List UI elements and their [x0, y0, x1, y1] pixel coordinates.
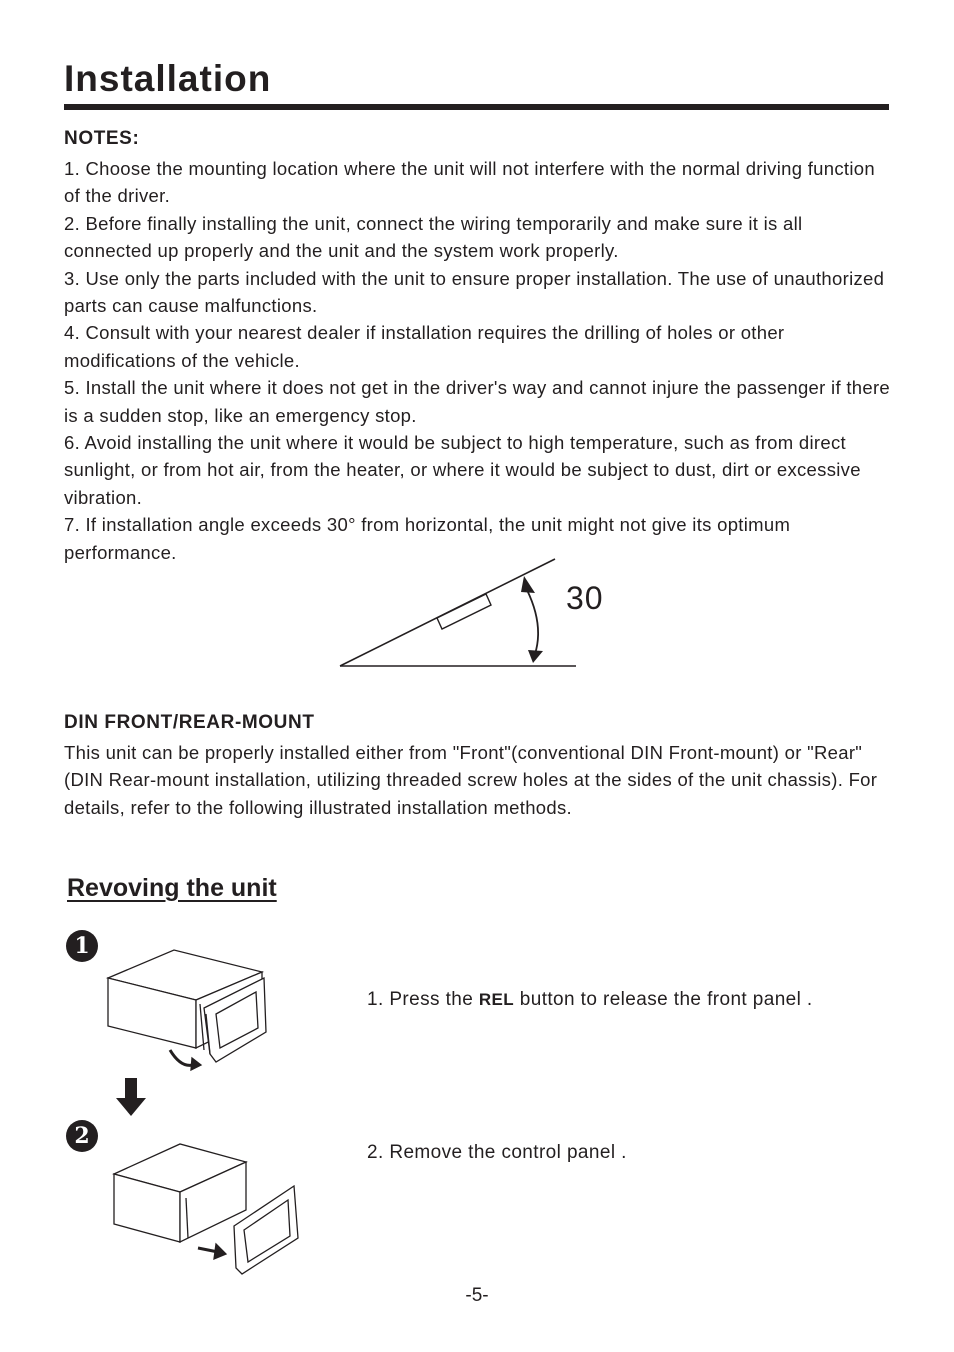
- page-number: -5-: [465, 1285, 489, 1306]
- din-text: This unit can be properly installed either from "Front"(conventional DIN Front-mount) or "Rear"(DIN Rear-mount installation, utilizing threaded screw holes at the sides of the unit chassis). For details, refer to the following illustrated installation methods.: [64, 742, 878, 818]
- din-heading: DIN FRONT/REAR-MOUNT: [64, 712, 315, 733]
- removal-arrow-head-icon: [214, 1244, 226, 1259]
- page-title: Installation: [64, 58, 272, 99]
- note-item: 2. Before finally installing the unit, connect the wiring temporarily and make sure it is all connected up properly and the unit and the system work properly.: [64, 212, 803, 262]
- notes-heading: NOTES:: [64, 128, 140, 149]
- release-arrow-head-icon: [191, 1058, 201, 1070]
- arc-arrow-down-icon: [528, 650, 543, 663]
- step-2-badge: 2: [66, 1120, 98, 1152]
- title-rule: [64, 104, 889, 110]
- step-1-text-before: 1. Press the: [367, 989, 479, 1010]
- step-2-text: 2. Remove the control panel .: [367, 1142, 627, 1163]
- note-item: 7. If installation angle exceeds 30° from horizontal, the unit might not give its optimum performance.: [64, 514, 791, 563]
- note-item: 5. Install the unit where it does not get in the driver's way and cannot injure the passenger if there is a sudden stop, like an emergency stop.: [64, 377, 890, 426]
- angle-label: 30: [566, 580, 604, 616]
- rel-button-label: REL: [478, 990, 515, 1009]
- step-1-text-after: button to release the front panel .: [514, 989, 813, 1010]
- arc-arrow-up-icon: [521, 576, 535, 593]
- panel-removal-illustration: [108, 1138, 304, 1278]
- removing-heading: Revoving the unit: [67, 874, 277, 902]
- step-1-text: [367, 989, 813, 1011]
- step-1-badge: 1: [66, 930, 98, 962]
- note-item: 3. Use only the parts included with the unit to ensure proper installation. The use of unauthorized parts can cause malfunctions.: [64, 267, 885, 317]
- note-item: 4. Consult with your nearest dealer if installation requires the drilling of holes or other modifications of the vehicle.: [64, 322, 785, 371]
- note-item: 1. Choose the mounting location where the unit will not interfere with the normal driving function of the driver.: [64, 158, 875, 207]
- unit-release-illustration: [104, 944, 276, 1076]
- note-item: 6. Avoid installing the unit where it would be subject to high temperature, such as from direct sunlight, or from hot air, from the heater, or where it would be subject to dust, dirt or excessive vibration.: [64, 432, 861, 508]
- unit-rectangle: [437, 594, 491, 629]
- down-arrow-icon: [116, 1078, 146, 1118]
- angle-arc: [527, 590, 538, 654]
- notes-list: [64, 155, 894, 566]
